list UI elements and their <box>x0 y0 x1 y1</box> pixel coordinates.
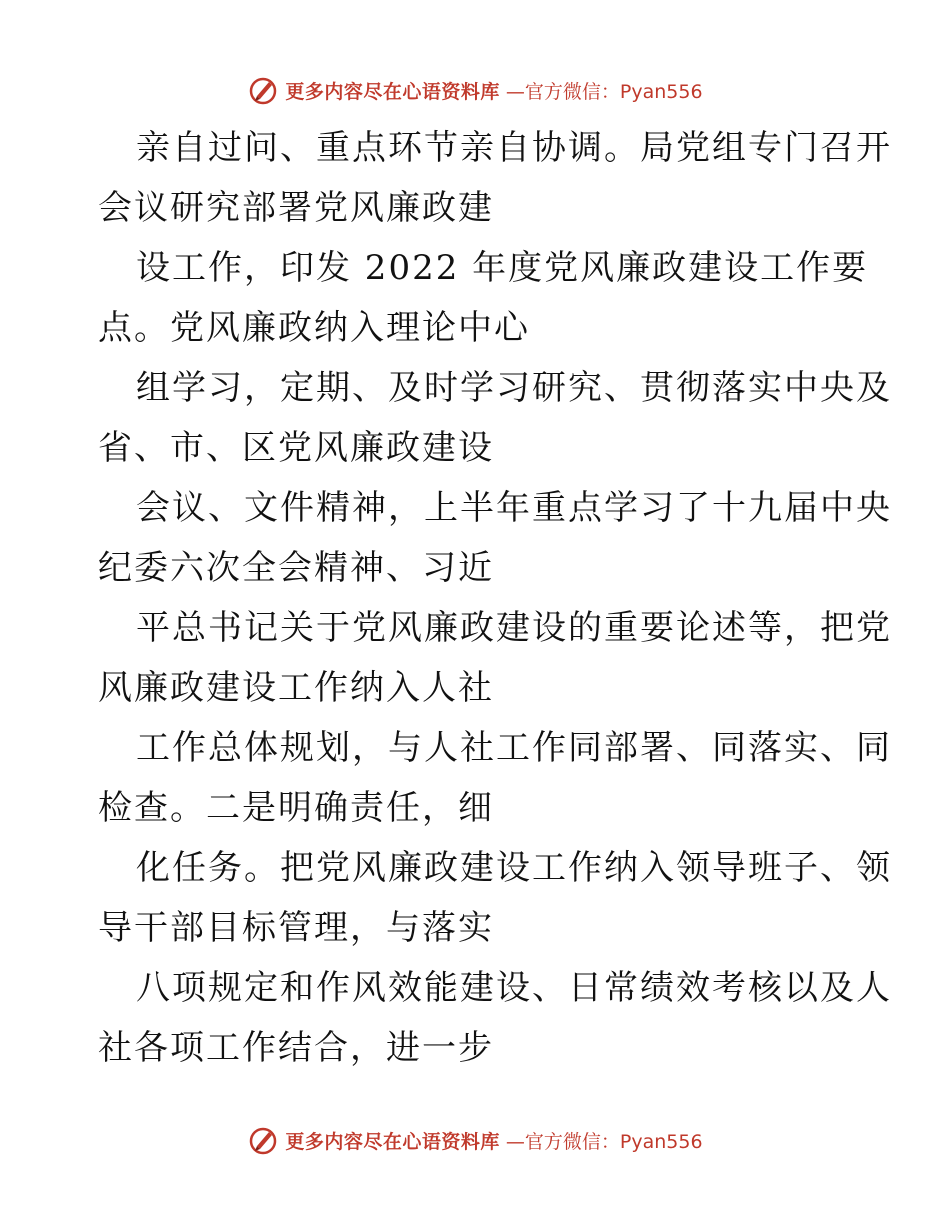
text-line: 化任务。把党风廉政建设工作纳入领导班子、领 <box>136 848 892 888</box>
footer-banner-main-text: 更多内容尽在心语资料库 <box>285 1130 500 1153</box>
text-line: 导干部目标管理，与落实 <box>98 908 494 948</box>
text-line: 会议、文件精神，上半年重点学习了十九届中央 <box>136 488 892 528</box>
text-line: 点。党风廉政纳入理论中心 <box>98 308 530 348</box>
footer-banner-sub-text: —官方微信：Pyan556 <box>505 1130 703 1153</box>
text-line: 八项规定和作风效能建设、日常绩效考核以及人 <box>136 968 892 1008</box>
text-line: 风廉政建设工作纳入人社 <box>98 668 494 708</box>
footer-banner-content <box>247 1124 702 1156</box>
text-line: 平总书记关于党风廉政建设的重要论述等，把党 <box>136 608 892 648</box>
text-line: 社各项工作结合，进一步 <box>98 1028 494 1068</box>
header-banner-main-text: 更多内容尽在心语资料库 <box>285 80 500 103</box>
header-banner <box>0 70 950 110</box>
header-banner-content <box>247 74 702 106</box>
pen-circle-logo-icon <box>247 1124 279 1156</box>
text-line: 亲自过问、重点环节亲自协调。局党组专门召开 <box>136 128 892 168</box>
text-line: 检查。二是明确责任，细 <box>98 788 494 828</box>
document-body <box>98 118 892 1078</box>
pen-circle-logo-icon <box>247 74 279 106</box>
header-banner-sub-text: —官方微信：Pyan556 <box>505 80 703 103</box>
text-line: 省、市、区党风廉政建设 <box>98 428 494 468</box>
text-line: 工作总体规划，与人社工作同部署、同落实、同 <box>136 728 892 768</box>
text-line: 会议研究部署党风廉政建 <box>98 188 494 228</box>
footer-banner <box>0 1120 950 1160</box>
text-line: 纪委六次全会精神、习近 <box>98 548 494 588</box>
text-line: 设工作，印发 2022 年度党风廉政建设工作要 <box>136 248 869 288</box>
text-line: 组学习，定期、及时学习研究、贯彻落实中央及 <box>136 368 892 408</box>
